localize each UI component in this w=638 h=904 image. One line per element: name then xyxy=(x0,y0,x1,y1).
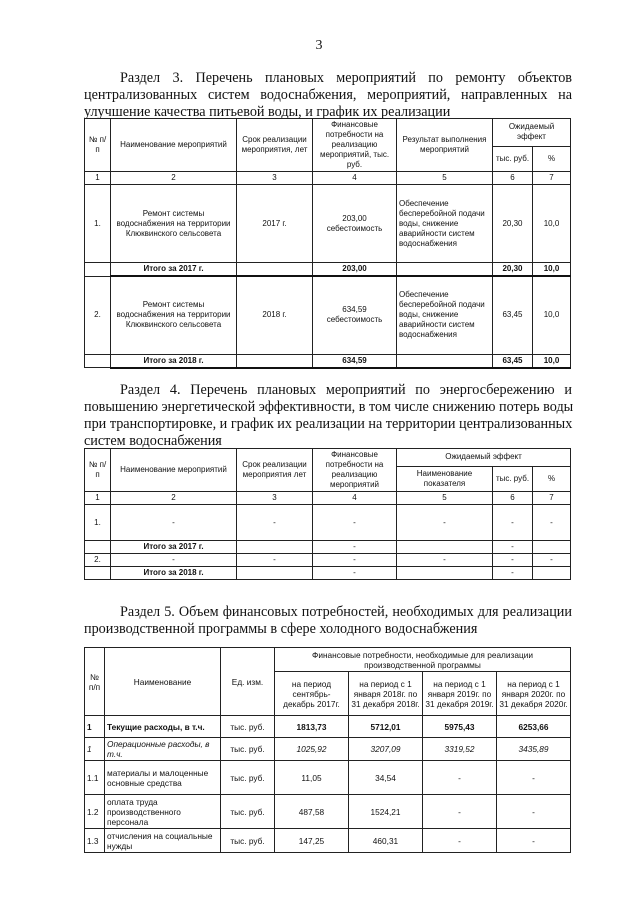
total-label: Итого за 2017 г. xyxy=(111,263,237,277)
row-name: материалы и малоценные основные средства xyxy=(105,761,221,795)
row-term: 2017 г. xyxy=(237,185,313,263)
row-effect-rub: - xyxy=(493,505,533,541)
table-row xyxy=(85,554,571,567)
row-effect-rub: 20,30 xyxy=(493,185,533,263)
total-finance: 203,00 xyxy=(313,263,397,277)
row-unit: тыс. руб. xyxy=(221,716,275,738)
table-row xyxy=(85,761,571,795)
row-name: Ремонт системы водоснабжения на территории Клюквинского сельсовета xyxy=(111,276,237,354)
header-result: Результат выполнения мероприятий xyxy=(397,119,493,172)
section-5-heading-line: Раздел 5. Объем финансовых потребностей, необходимых для реализации xyxy=(120,604,572,620)
row-finance: - xyxy=(313,554,397,567)
section-4-heading-line: при транспортировке, и график их реализации на территории централизованных xyxy=(84,416,573,432)
section-4-heading xyxy=(84,382,572,450)
row-term: 2018 г. xyxy=(237,276,313,354)
header-num: № п/п xyxy=(85,449,111,492)
column-number: 2 xyxy=(111,492,237,505)
row-finance: - xyxy=(313,505,397,541)
row-finance: 203,00 себестоимость xyxy=(313,185,397,263)
row-value: 460,31 xyxy=(349,829,423,853)
header-num: № п/п xyxy=(85,119,111,172)
row-name: - xyxy=(111,505,237,541)
table-row xyxy=(85,505,571,541)
header-term: Срок реализации мероприятия лет xyxy=(237,449,313,492)
row-name: Ремонт системы водоснабжения на территории Клюквинского сельсовета xyxy=(111,185,237,263)
row-effect-pct: 10,0 xyxy=(533,185,571,263)
section-3-heading-line: централизованных систем водоснабжения, мероприятий, направленных на xyxy=(84,87,572,103)
total-effect-pct: 10,0 xyxy=(533,354,571,368)
row-num: 2. xyxy=(85,554,111,567)
table-row xyxy=(85,185,571,263)
row-num: 2. xyxy=(85,276,111,354)
row-value: 3319,52 xyxy=(423,738,497,761)
column-number: 1 xyxy=(85,492,111,505)
row-value: - xyxy=(497,761,571,795)
row-value: 487,58 xyxy=(275,795,349,829)
row-effect-pct: - xyxy=(533,505,571,541)
section-3-heading-line: Раздел 3. Перечень плановых мероприятий по ремонту объектов xyxy=(120,70,572,86)
header-period: на период с 1 января 2019г. по 31 декабря 2019г. xyxy=(423,672,497,716)
row-unit: тыс. руб. xyxy=(221,829,275,853)
row-value: 3207,09 xyxy=(349,738,423,761)
table-row xyxy=(85,738,571,761)
row-value: - xyxy=(423,761,497,795)
section-3-heading xyxy=(84,70,572,121)
column-number: 6 xyxy=(493,172,533,185)
row-name: оплата труда производственного персонала xyxy=(105,795,221,829)
column-number: 5 xyxy=(397,172,493,185)
row-value: 34,54 xyxy=(349,761,423,795)
header-period: на период сентябрь-декабрь 2017г. xyxy=(275,672,349,716)
row-effect-pct: - xyxy=(533,554,571,567)
total-row xyxy=(85,263,571,277)
table-row xyxy=(85,829,571,853)
header-period: на период с 1 января 2018г. по 31 декабря 2018г. xyxy=(349,672,423,716)
section-4-heading-line: повышению энергетической эффективности, в том числе снижению потерь воды xyxy=(84,399,574,415)
row-num: 1. xyxy=(85,505,111,541)
row-finance: 634,59 себестоимость xyxy=(313,276,397,354)
header-needs: Финансовые потребности, необходимые для реализации производственной программы xyxy=(275,648,571,672)
row-term: - xyxy=(237,554,313,567)
row-num: 1 xyxy=(85,738,105,761)
row-value: 1025,92 xyxy=(275,738,349,761)
section-5-table xyxy=(84,647,571,853)
column-number: 7 xyxy=(533,492,571,505)
total-effect-pct: 10,0 xyxy=(533,263,571,277)
row-unit: тыс. руб. xyxy=(221,795,275,829)
row-value: 3435,89 xyxy=(497,738,571,761)
total-effect-rub: 63,45 xyxy=(493,354,533,368)
header-indicator: Наименование показателя xyxy=(397,466,493,491)
total-row xyxy=(85,541,571,554)
header-effect-pct: % xyxy=(533,146,571,171)
column-number: 4 xyxy=(313,492,397,505)
total-finance: - xyxy=(313,541,397,554)
row-value: 5975,43 xyxy=(423,716,497,738)
row-num: 1 xyxy=(85,716,105,738)
row-value: 1524,21 xyxy=(349,795,423,829)
row-num: 1.1 xyxy=(85,761,105,795)
row-value: - xyxy=(423,829,497,853)
header-effect: Ожидаемый эффект xyxy=(397,449,571,467)
column-number: 3 xyxy=(237,172,313,185)
table-row xyxy=(85,716,571,738)
header-name: Наименование мероприятий xyxy=(111,119,237,172)
row-result: Обеспечение бесперебойной подачи воды, снижение аварийности систем водоснабжения xyxy=(397,276,493,354)
row-unit: тыс. руб. xyxy=(221,738,275,761)
section-4-heading-line: Раздел 4. Перечень плановых мероприятий по энергосбережению и xyxy=(120,382,572,398)
row-value: 1813,73 xyxy=(275,716,349,738)
page-number: 3 xyxy=(315,38,323,53)
section-4-heading-line: систем водоснабжения xyxy=(84,433,222,449)
row-num: 1.2 xyxy=(85,795,105,829)
total-effect-rub: - xyxy=(493,541,533,554)
column-number: 4 xyxy=(313,172,397,185)
row-effect-pct: 10,0 xyxy=(533,276,571,354)
column-number: 5 xyxy=(397,492,493,505)
row-effect-rub: - xyxy=(493,554,533,567)
column-number: 7 xyxy=(533,172,571,185)
row-name: - xyxy=(111,554,237,567)
header-effect-rub: тыс. руб. xyxy=(493,466,533,491)
header-effect-rub: тыс. руб. xyxy=(493,146,533,171)
row-term: - xyxy=(237,505,313,541)
total-row xyxy=(85,567,571,580)
section-4-table xyxy=(84,448,571,580)
row-name: Операционные расходы, в т.ч. xyxy=(105,738,221,761)
row-value: 11,05 xyxy=(275,761,349,795)
section-3-table xyxy=(84,118,571,369)
header-effect: Ожидаемый эффект xyxy=(493,119,571,147)
total-row xyxy=(85,354,571,368)
row-value: 5712,01 xyxy=(349,716,423,738)
column-number: 3 xyxy=(237,492,313,505)
row-effect-rub: 63,45 xyxy=(493,276,533,354)
total-label: Итого за 2018 г. xyxy=(111,567,237,580)
header-term: Срок реализации мероприятия, лет xyxy=(237,119,313,172)
row-name: Текущие расходы, в т.ч. xyxy=(105,716,221,738)
section-5-heading xyxy=(84,604,572,638)
header-effect-pct: % xyxy=(533,466,571,491)
table-row xyxy=(85,795,571,829)
section-5-heading-line: производственной программы в сфере холодного водоснабжения xyxy=(84,621,478,637)
row-value: 6253,66 xyxy=(497,716,571,738)
total-label: Итого за 2018 г. xyxy=(111,354,237,368)
column-number: 1 xyxy=(85,172,111,185)
row-result: Обеспечение бесперебойной подачи воды, снижение аварийности систем водоснабжения xyxy=(397,185,493,263)
row-value: - xyxy=(497,829,571,853)
header-num: № п/п xyxy=(85,648,105,716)
row-name: отчисления на социальные нужды xyxy=(105,829,221,853)
row-num: 1. xyxy=(85,185,111,263)
total-effect-rub: 20,30 xyxy=(493,263,533,277)
table-row xyxy=(85,276,571,354)
total-finance: 634,59 xyxy=(313,354,397,368)
row-indicator: - xyxy=(397,554,493,567)
column-number: 2 xyxy=(111,172,237,185)
row-indicator: - xyxy=(397,505,493,541)
header-name: Наименование xyxy=(105,648,221,716)
row-value: - xyxy=(423,795,497,829)
header-name: Наименование мероприятий xyxy=(111,449,237,492)
row-num: 1.3 xyxy=(85,829,105,853)
section-3-heading-line: улучшение качества питьевой воды, и график их реализации xyxy=(84,104,451,120)
row-value: 147,25 xyxy=(275,829,349,853)
column-number: 6 xyxy=(493,492,533,505)
row-unit: тыс. руб. xyxy=(221,761,275,795)
total-finance: - xyxy=(313,567,397,580)
total-label: Итого за 2017 г. xyxy=(111,541,237,554)
header-period: на период с 1 января 2020г. по 31 декабря 2020г. xyxy=(497,672,571,716)
header-unit: Ед. изм. xyxy=(221,648,275,716)
total-effect-rub: - xyxy=(493,567,533,580)
row-value: - xyxy=(497,795,571,829)
header-finance: Финансовые потребности на реализацию мероприятий, тыс. руб. xyxy=(313,119,397,172)
header-finance: Финансовые потребности на реализацию мероприятий xyxy=(313,449,397,492)
